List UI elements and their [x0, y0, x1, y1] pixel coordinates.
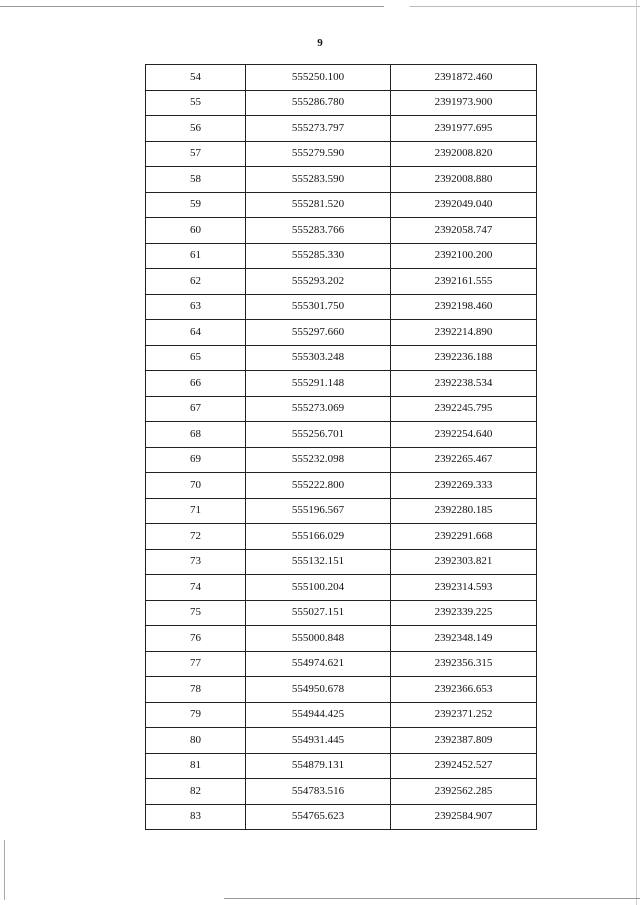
table-row [146, 167, 537, 193]
x-coordinate-cell: 554974.621 [246, 651, 391, 677]
table-row [146, 396, 537, 422]
x-coordinate-cell: 555100.204 [246, 575, 391, 601]
y-coordinate-cell: 2392371.252 [391, 702, 537, 728]
y-coordinate-cell: 2392236.188 [391, 345, 537, 371]
x-coordinate-cell: 555256.701 [246, 422, 391, 448]
y-coordinate-cell: 2392049.040 [391, 192, 537, 218]
table-row [146, 90, 537, 116]
point-number-cell: 58 [146, 167, 246, 193]
x-coordinate-cell: 555132.151 [246, 549, 391, 575]
table-row [146, 677, 537, 703]
x-coordinate-cell: 555273.069 [246, 396, 391, 422]
x-coordinate-cell: 555285.330 [246, 243, 391, 269]
table-row [146, 65, 537, 91]
x-coordinate-cell: 555301.750 [246, 294, 391, 320]
y-coordinate-cell: 2392265.467 [391, 447, 537, 473]
x-coordinate-cell: 555281.520 [246, 192, 391, 218]
y-coordinate-cell: 2392008.820 [391, 141, 537, 167]
y-coordinate-cell: 2392100.200 [391, 243, 537, 269]
point-number-cell: 78 [146, 677, 246, 703]
x-coordinate-cell: 555283.590 [246, 167, 391, 193]
point-number-cell: 73 [146, 549, 246, 575]
y-coordinate-cell: 2392348.149 [391, 626, 537, 652]
table-row [146, 422, 537, 448]
x-coordinate-cell: 555222.800 [246, 473, 391, 499]
point-number-cell: 77 [146, 651, 246, 677]
table-row [146, 626, 537, 652]
point-number-cell: 54 [146, 65, 246, 91]
point-number-cell: 66 [146, 371, 246, 397]
x-coordinate-cell: 555027.151 [246, 600, 391, 626]
table-row [146, 549, 537, 575]
point-number-cell: 70 [146, 473, 246, 499]
table-row [146, 600, 537, 626]
table-row [146, 218, 537, 244]
table-row [146, 728, 537, 754]
point-number-cell: 69 [146, 447, 246, 473]
y-coordinate-cell: 2392291.668 [391, 524, 537, 550]
x-coordinate-cell: 554931.445 [246, 728, 391, 754]
y-coordinate-cell: 2392269.333 [391, 473, 537, 499]
point-number-cell: 74 [146, 575, 246, 601]
table-row [146, 345, 537, 371]
x-coordinate-cell: 554783.516 [246, 779, 391, 805]
point-number-cell: 83 [146, 804, 246, 830]
x-coordinate-cell: 555291.148 [246, 371, 391, 397]
point-number-cell: 68 [146, 422, 246, 448]
y-coordinate-cell: 2392366.653 [391, 677, 537, 703]
y-coordinate-cell: 2392214.890 [391, 320, 537, 346]
table-row [146, 575, 537, 601]
x-coordinate-cell: 555232.098 [246, 447, 391, 473]
y-coordinate-cell: 2392161.555 [391, 269, 537, 295]
y-coordinate-cell: 2391973.900 [391, 90, 537, 116]
scan-edge-right [636, 0, 637, 905]
y-coordinate-cell: 2392238.534 [391, 371, 537, 397]
x-coordinate-cell: 555273.797 [246, 116, 391, 142]
x-coordinate-cell: 555250.100 [246, 65, 391, 91]
point-number-cell: 60 [146, 218, 246, 244]
y-coordinate-cell: 2392058.747 [391, 218, 537, 244]
y-coordinate-cell: 2392562.285 [391, 779, 537, 805]
y-coordinate-cell: 2391872.460 [391, 65, 537, 91]
table-row [146, 141, 537, 167]
table-row [146, 192, 537, 218]
y-coordinate-cell: 2392254.640 [391, 422, 537, 448]
x-coordinate-cell: 555297.660 [246, 320, 391, 346]
y-coordinate-cell: 2392280.185 [391, 498, 537, 524]
table-row [146, 294, 537, 320]
point-number-cell: 67 [146, 396, 246, 422]
table-row [146, 269, 537, 295]
point-number-cell: 56 [146, 116, 246, 142]
point-number-cell: 71 [146, 498, 246, 524]
point-number-cell: 62 [146, 269, 246, 295]
y-coordinate-cell: 2392314.593 [391, 575, 537, 601]
y-coordinate-cell: 2392452.527 [391, 753, 537, 779]
point-number-cell: 80 [146, 728, 246, 754]
x-coordinate-cell: 555286.780 [246, 90, 391, 116]
table-row [146, 116, 537, 142]
x-coordinate-cell: 554765.623 [246, 804, 391, 830]
y-coordinate-cell: 2392339.225 [391, 600, 537, 626]
y-coordinate-cell: 2392245.795 [391, 396, 537, 422]
table-row [146, 320, 537, 346]
scan-edge-top [0, 6, 640, 7]
x-coordinate-cell: 555196.567 [246, 498, 391, 524]
coordinates-table [145, 64, 537, 830]
point-number-cell: 72 [146, 524, 246, 550]
point-number-cell: 55 [146, 90, 246, 116]
y-coordinate-cell: 2391977.695 [391, 116, 537, 142]
table-row [146, 779, 537, 805]
point-number-cell: 79 [146, 702, 246, 728]
point-number-cell: 65 [146, 345, 246, 371]
x-coordinate-cell: 555303.248 [246, 345, 391, 371]
point-number-cell: 64 [146, 320, 246, 346]
table-row [146, 651, 537, 677]
point-number-cell: 57 [146, 141, 246, 167]
y-coordinate-cell: 2392198.460 [391, 294, 537, 320]
table-row [146, 371, 537, 397]
y-coordinate-cell: 2392008.880 [391, 167, 537, 193]
y-coordinate-cell: 2392356.315 [391, 651, 537, 677]
scan-edge-bottom [0, 898, 640, 899]
y-coordinate-cell: 2392387.809 [391, 728, 537, 754]
table-row [146, 524, 537, 550]
table-row [146, 804, 537, 830]
x-coordinate-cell: 554944.425 [246, 702, 391, 728]
table-row [146, 498, 537, 524]
x-coordinate-cell: 554879.131 [246, 753, 391, 779]
point-number-cell: 61 [146, 243, 246, 269]
table-row [146, 447, 537, 473]
x-coordinate-cell: 555283.766 [246, 218, 391, 244]
point-number-cell: 75 [146, 600, 246, 626]
x-coordinate-cell: 554950.678 [246, 677, 391, 703]
table-row [146, 473, 537, 499]
point-number-cell: 63 [146, 294, 246, 320]
page-number: 9 [317, 37, 323, 49]
point-number-cell: 59 [146, 192, 246, 218]
table-row [146, 753, 537, 779]
x-coordinate-cell: 555000.848 [246, 626, 391, 652]
y-coordinate-cell: 2392303.821 [391, 549, 537, 575]
point-number-cell: 76 [146, 626, 246, 652]
coordinates-table-body [146, 65, 537, 830]
scan-edge-left [4, 840, 5, 900]
x-coordinate-cell: 555166.029 [246, 524, 391, 550]
point-number-cell: 82 [146, 779, 246, 805]
y-coordinate-cell: 2392584.907 [391, 804, 537, 830]
x-coordinate-cell: 555293.202 [246, 269, 391, 295]
table-row [146, 243, 537, 269]
table-row [146, 702, 537, 728]
point-number-cell: 81 [146, 753, 246, 779]
x-coordinate-cell: 555279.590 [246, 141, 391, 167]
